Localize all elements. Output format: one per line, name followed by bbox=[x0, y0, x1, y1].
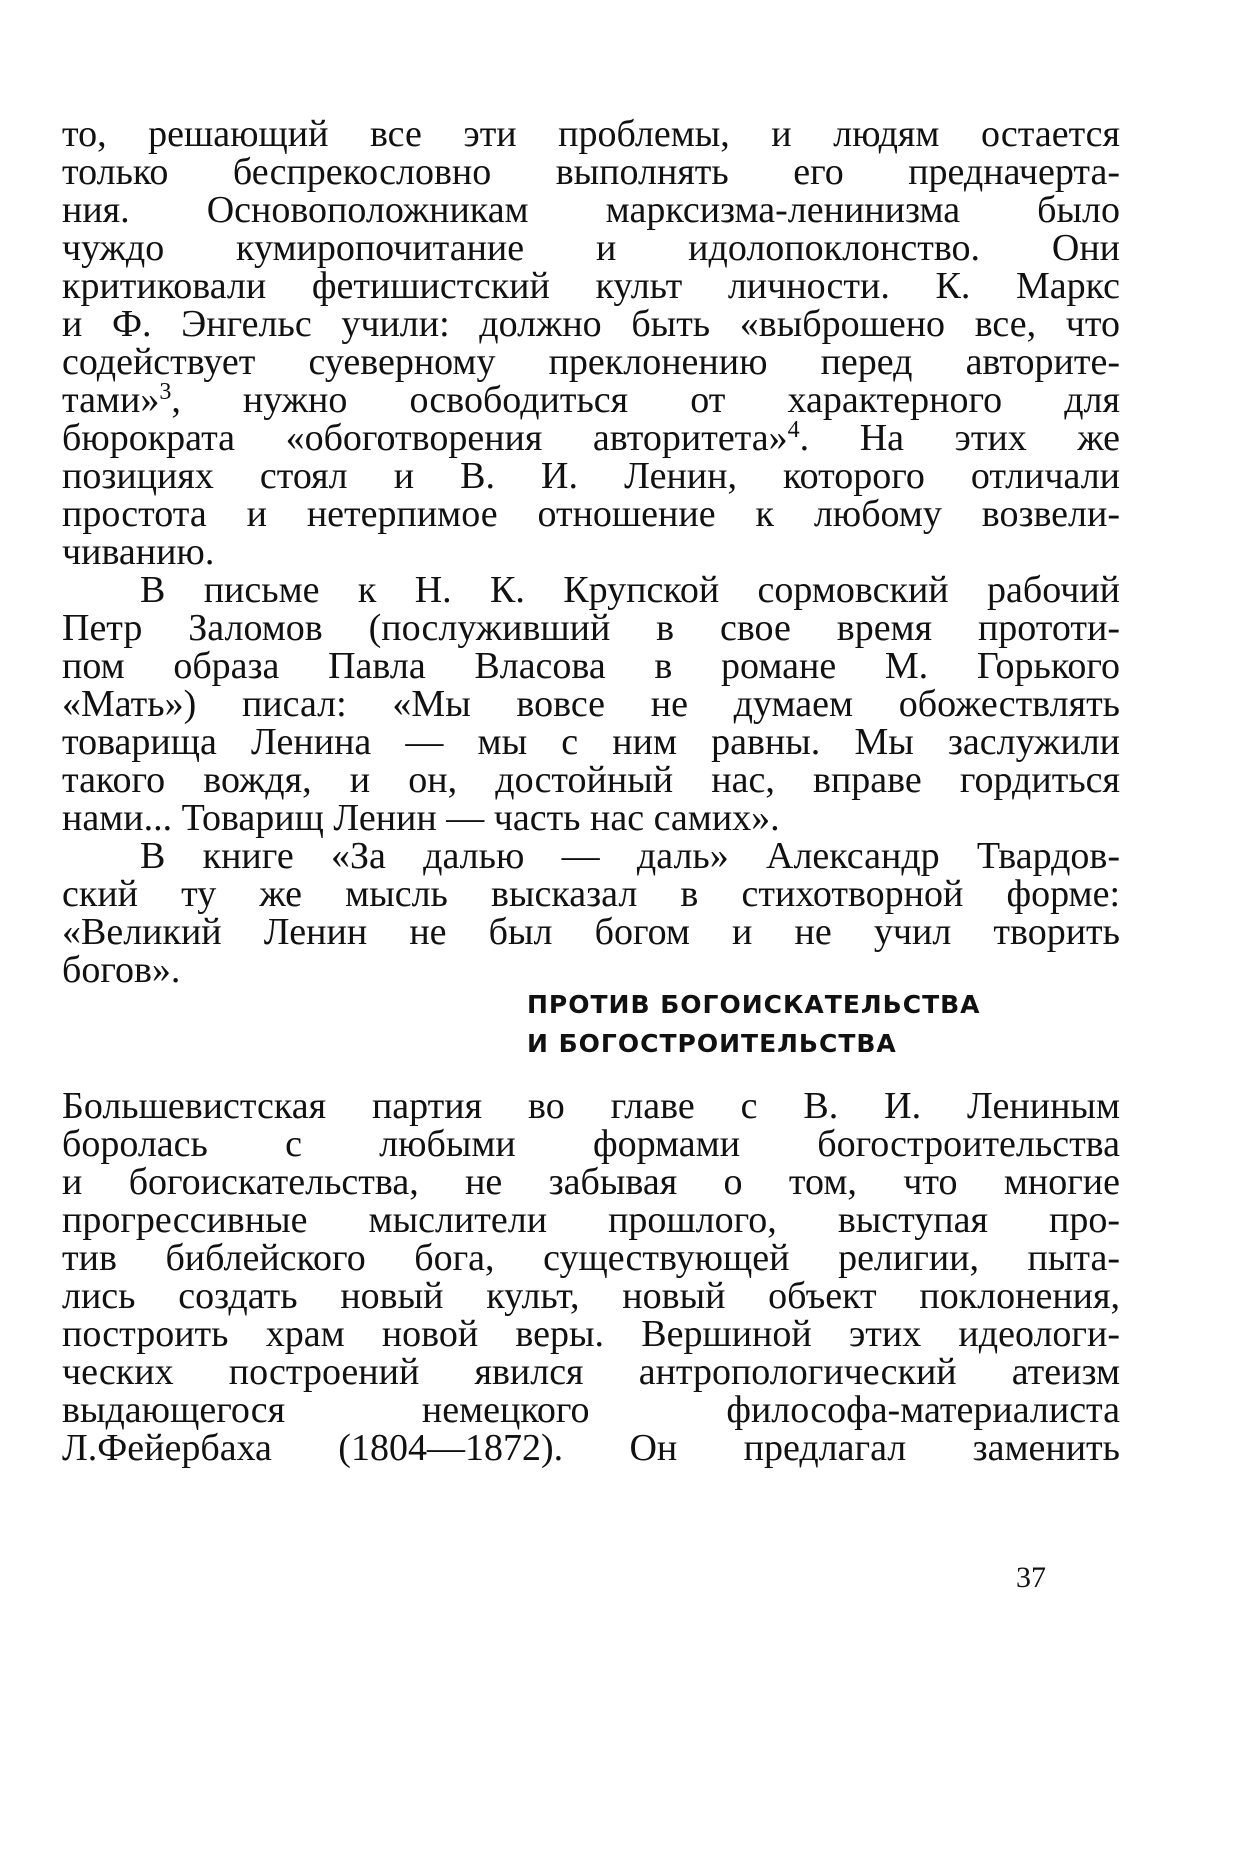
footnote-ref-3: 3 bbox=[159, 379, 172, 405]
text-line: выдающегося немецкого философа-материалиста bbox=[62, 1389, 1120, 1431]
text-line: ния. Основоположникам марксизма-ленинизма было bbox=[62, 189, 1120, 231]
text-line: «Мать») писал: «Мы вовсе не думаем обожествлять bbox=[62, 683, 1120, 725]
text-fragment: . На этих же bbox=[799, 417, 1120, 459]
text-line: простота и нетерпимое отношение к любому возвели- bbox=[62, 493, 1120, 535]
page-number: 37 bbox=[1016, 1561, 1046, 1594]
text-line: лись создать новый культ, новый объект поклонения, bbox=[62, 1275, 1120, 1317]
text-line: чуждо кумиропочитание и идолопоклонство. Они bbox=[62, 227, 1120, 269]
text-line: богов». bbox=[62, 949, 181, 991]
text-line: содействует суеверному преклонению перед авторите- bbox=[62, 341, 1120, 383]
text-line: ский ту же мысль высказал в стихотворной форме: bbox=[62, 873, 1120, 915]
text-fragment: тами» bbox=[62, 379, 160, 421]
text-line: нами... Товарищ Ленин — часть нас самих». bbox=[62, 797, 780, 839]
text-line: товарища Ленина — мы с ним равны. Мы заслужили bbox=[62, 721, 1120, 763]
footnote-ref-4: 4 bbox=[787, 417, 800, 443]
text-line: построить храм новой веры. Вершиной этих идеологи- bbox=[62, 1313, 1120, 1355]
text-line: тив библейского бога, существующей религии, пыта- bbox=[62, 1237, 1120, 1279]
text-line: и Ф. Энгельс учили: должно быть «выброшено все, что bbox=[62, 303, 1120, 345]
section-heading-line: И БОГОСТРОИТЕЛЬСТВА bbox=[527, 1029, 897, 1058]
text-line: В письме к Н. К. Крупской сормовский рабочий bbox=[140, 569, 1120, 611]
text-line: чиванию. bbox=[62, 531, 215, 573]
text-line: позициях стоял и В. И. Ленин, которого отличали bbox=[62, 455, 1120, 497]
text-line: и богоискательства, не забывая о том, что многие bbox=[62, 1161, 1120, 1203]
text-line: прогрессивные мыслители прошлого, выступая про- bbox=[62, 1199, 1120, 1241]
text-line: только беспрекословно выполнять его предначерта- bbox=[62, 151, 1120, 193]
text-line: В книге «За далью — даль» Александр Твардов- bbox=[140, 835, 1120, 877]
text-line: пом образа Павла Власова в романе М. Горького bbox=[62, 645, 1120, 687]
text-line: Петр Заломов (послуживший в свое время прототи- bbox=[62, 607, 1120, 649]
text-line: Большевистская партия во главе с В. И. Лениным bbox=[62, 1085, 1120, 1127]
text-line: «Великий Ленин не был богом и не учил творить bbox=[62, 911, 1120, 953]
text-line: критиковали фетишистский культ личности. К. Маркс bbox=[62, 265, 1120, 307]
text-fragment: , нужно освободиться от характерного для bbox=[171, 379, 1120, 421]
section-heading-line: ПРОТИВ БОГОИСКАТЕЛЬСТВА bbox=[527, 990, 981, 1019]
text-line: то, решающий все эти проблемы, и людям остается bbox=[62, 113, 1120, 155]
text-line: ческих построений явился антропологический атеизм bbox=[62, 1351, 1120, 1393]
text-line: боролась с любыми формами богостроительства bbox=[62, 1123, 1120, 1165]
text-fragment: бюрократа «обоготворения авторитета» bbox=[62, 417, 788, 459]
text-line: Л.Фейербаха (1804—1872). Он предлагал заменить bbox=[62, 1427, 1120, 1469]
text-line: такого вождя, и он, достойный нас, вправе гордиться bbox=[62, 759, 1120, 801]
book-page bbox=[62, 0, 1120, 1872]
